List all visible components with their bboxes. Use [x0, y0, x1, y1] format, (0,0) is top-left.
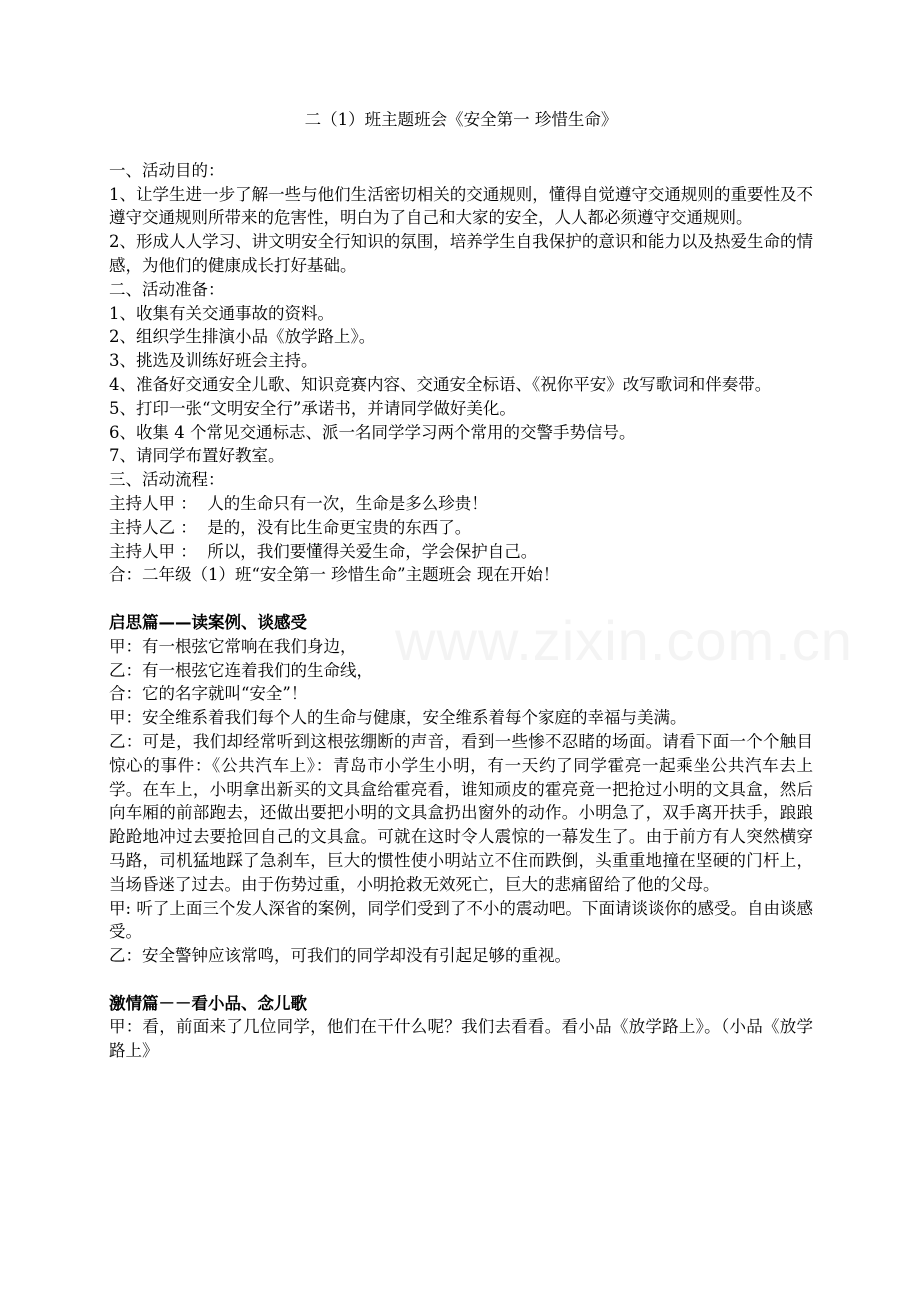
purpose-item-1: 1、让学生进一步了解一些与他们生活密切相关的交通规则，懂得自觉遵守交通规则的重要性及不遵守交通规则所带来的危害性，明白为了自己和大家的安全，人人都必须遵守交通规则。 — [109, 184, 813, 228]
document-title: 二（1）班主题班会《安全第一 珍惜生命》 — [304, 110, 618, 129]
dialogue-line: 合：它的名字就叫“安全”！ — [109, 684, 308, 704]
preparation-item-6: 6、收集 4 个常见交通标志、派一名同学学习两个常用的交警手势信号。 — [109, 422, 636, 442]
host-line: 主持人甲 ： 所以，我们要懂得关爱生命，学会保护自己。 — [109, 541, 538, 561]
dialogue-line: 乙：安全警钟应该常鸣，可我们的同学却没有引起足够的重视。 — [109, 946, 571, 966]
chorus-line: 合：二年级（1）班“安全第一 珍惜生命”主题班会 现在开始！ — [109, 565, 560, 585]
preparation-item-7: 7、请同学布置好教室。 — [109, 446, 285, 466]
dialogue-line: 乙：有一根弦它连着我们的生命线， — [109, 660, 373, 680]
section-heading-preparation: 二、活动准备： — [109, 279, 225, 299]
document-page — [109, 108, 813, 1063]
preparation-item-1: 1、收集有关交通事故的资料。 — [109, 303, 334, 323]
dialogue-line: 甲：有一根弦它常响在我们身边， — [109, 636, 357, 656]
host-line: 主持人甲 ： 人的生命只有一次，生命是多么珍贵！ — [109, 493, 488, 513]
dialogue-line: 甲：安全维系着我们每个人的生命与健康，安全维系着每个家庭的幸福与美满。 — [109, 708, 687, 728]
preparation-item-4: 4、准备好交通安全儿歌、知识竞赛内容、交通安全标语、《祝你平安》改写歌词和伴奏带。 — [109, 374, 772, 394]
purpose-item-2: 2、形成人人学习、讲文明安全行知识的氛围，培养学生自我保护的意识和能力以及热爱生命的情感，为他们的健康成长打好基础。 — [109, 232, 813, 275]
host-line: 主持人乙 ： 是的，没有比生命更宝贵的东西了。 — [109, 517, 472, 537]
part-heading-reflection: 启思篇——读案例、谈感受 — [109, 612, 307, 632]
dialogue-line: 甲: 听了上面三个发人深省的案例，同学们受到了不小的震动吧。下面请谈谈你的感受。自由谈感受。 — [109, 898, 813, 942]
part-heading-passion: 激情篇－－看小品、念儿歌 — [109, 993, 307, 1013]
preparation-item-5: 5、打印一张“文明安全行”承诺书，并请同学做好美化。 — [109, 398, 516, 418]
section-heading-purpose: 一、活动目的： — [109, 160, 225, 180]
preparation-item-3: 3、挑选及训练好班会主持。 — [109, 351, 318, 371]
watermark: www.zixin.com.cn — [395, 609, 853, 672]
dialogue-paragraph-case: 乙：可是，我们却经常听到这根弦绷断的声音，看到一些惨不忍睹的场面。请看下面一个个触目惊心的事件：《公共汽车上》：青岛市小学生小明，有一天约了同学霍亮一起乘坐公共汽车去上学。在车上，小明拿出新买的文具盒给霍亮看，谁知顽皮的霍亮竟一把抢过小明的文具盒，然后向车厢的前部跑去，还做出要把小明的文具盒扔出窗外的动作。小明急了，双手离开扶手，踉踉跄跄地冲过去要抢回自己的文具盒。可就在这时令人震惊的一幕发生了。由于前方有人突然横穿马路，司机猛地踩了急刹车，巨大的惯性使小明站立不住而跌倒，头重重地撞在坚硬的门杆上，当场昏迷了过去。由于伤势过重，小明抢救无效死亡，巨大的悲痛留给了他的父母。 — [109, 731, 813, 894]
dialogue-line: 甲：看，前面来了几位同学，他们在干什么呢？我们去看看。看小品《放学路上》。（小品《放学路上》 — [109, 1017, 813, 1061]
section-heading-process: 三、活动流程： — [109, 470, 225, 490]
preparation-item-2: 2、组织学生排演小品《放学路上》。 — [109, 327, 376, 347]
